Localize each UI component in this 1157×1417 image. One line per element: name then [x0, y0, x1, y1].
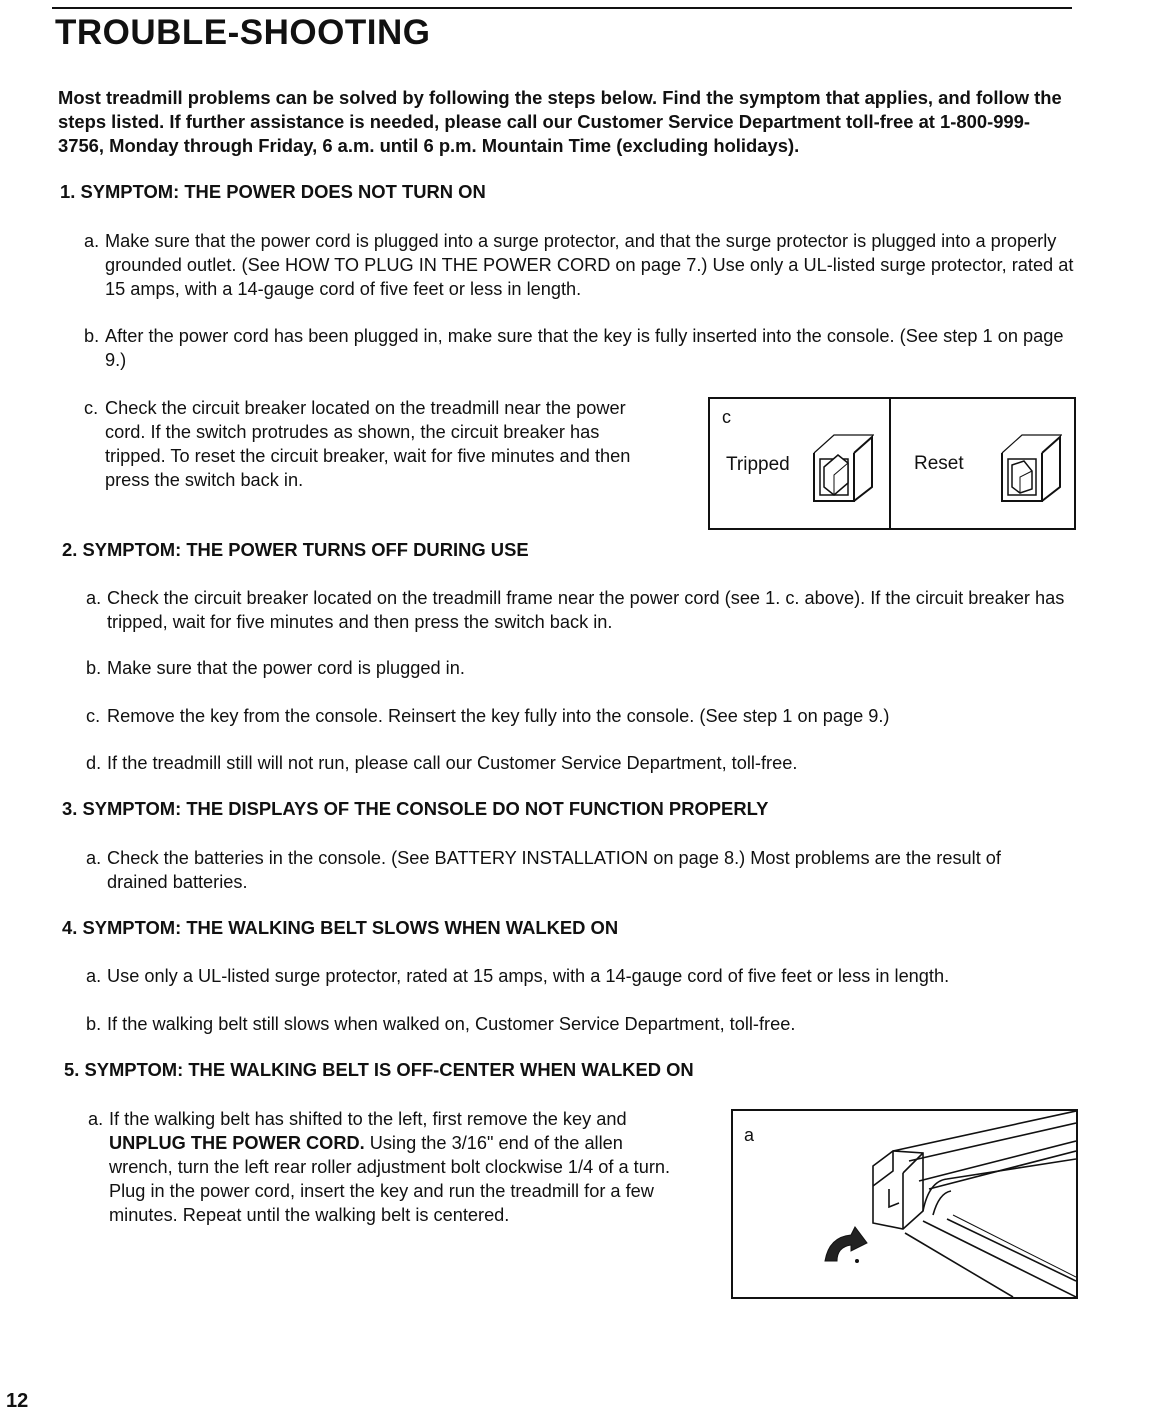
step-text: Use only a UL-listed surge protector, rated at 15 amps, with a 14-gauge cord of five feet or less in length.: [107, 966, 950, 986]
step-text: Remove the key from the console. Reinsert the key fully into the console. (See step 1 on page 9.): [107, 706, 890, 726]
symptom-5-step-a: [88, 1107, 688, 1227]
figure-letter: a: [744, 1125, 755, 1145]
breaker-switch-tripped-icon: [808, 411, 874, 509]
symptom-2-step-a: [86, 586, 1076, 634]
step-label: b.: [84, 326, 100, 346]
step-label: c.: [86, 706, 101, 726]
step-label: a.: [88, 1109, 104, 1129]
step-label: b.: [86, 1014, 102, 1034]
symptom-4-step-a: [86, 964, 1076, 988]
step-text-start: If the walking belt has shifted to the left, first remove the key and: [109, 1109, 627, 1129]
symptom-2-step-c: [86, 704, 1076, 728]
step-text: Make sure that the power cord is plugged into a surge protector, and that the surge protector is plugged into a properly grounded outlet. (See HOW TO PLUG IN THE POWER CORD on page 7.) Use only a UL-listed surge protector, rated at 15 amps, with a 14-gauge cord of five feet or less in length.: [105, 231, 1074, 299]
page-title: TROUBLE-SHOOTING: [55, 13, 431, 52]
symptom-4-step-b: [86, 1012, 1076, 1036]
step-text: Make sure that the power cord is plugged in.: [107, 658, 465, 678]
treadmill-rear-roller-icon: [733, 1111, 1076, 1297]
step-label: a.: [86, 848, 102, 868]
step-text: [88, 1107, 688, 1227]
symptom-2-step-b: [86, 656, 1076, 680]
step-text-end: Using the 3/16" end of the allen wrench, turn the left rear roller adjustment bolt clockwise 1/4 of a turn. Plug in the power cord, insert the key and run the treadmill for a few minutes. Repeat until the walking belt is centered.: [109, 1133, 671, 1225]
symptom-5-heading: 5. SYMPTOM: THE WALKING BELT IS OFF-CENTER WHEN WALKED ON: [64, 1059, 694, 1080]
figure-divider: [889, 399, 891, 528]
step-text: Check the batteries in the console. (See BATTERY INSTALLATION on page 8.) Most problems are the result of drained batteries.: [107, 848, 1001, 892]
reset-label: Reset: [914, 453, 964, 474]
figure-letter: c: [722, 407, 731, 427]
step-text: Check the circuit breaker located on the treadmill near the power cord. If the switch protrudes as shown, the circuit breaker has tripped. To reset the circuit breaker, wait for five minutes and then press the switch back in.: [105, 398, 631, 490]
page-number: 12: [6, 1390, 29, 1412]
step-text: After the power cord has been plugged in, make sure that the key is fully inserted into the console. (See step 1 on page 9.): [105, 326, 1064, 370]
step-label: b.: [86, 658, 102, 678]
step-label: a.: [86, 966, 102, 986]
symptom-4-heading: 4. SYMPTOM: THE WALKING BELT SLOWS WHEN WALKED ON: [62, 917, 619, 938]
step-text: If the walking belt still slows when walked on, Customer Service Department, toll-free.: [107, 1014, 796, 1034]
circuit-breaker-figure: [708, 397, 1076, 530]
symptom-1-heading: 1. SYMPTOM: THE POWER DOES NOT TURN ON: [60, 181, 486, 202]
symptom-1-step-b: [84, 324, 1079, 372]
top-rule: [52, 7, 1072, 9]
symptom-3-step-a: [86, 846, 1061, 894]
unplug-warning: UNPLUG THE POWER CORD.: [109, 1133, 365, 1153]
step-text: If the treadmill still will not run, please call our Customer Service Department, toll-free.: [107, 753, 798, 773]
symptom-1-step-c: [84, 396, 659, 492]
tripped-label: Tripped: [726, 454, 790, 475]
step-label: a.: [84, 231, 100, 251]
step-label: c.: [84, 398, 99, 418]
symptom-2-step-d: [86, 751, 1076, 775]
step-label: a.: [86, 588, 102, 608]
symptom-2-heading: 2. SYMPTOM: THE POWER TURNS OFF DURING USE: [62, 539, 529, 560]
intro-paragraph: Most treadmill problems can be solved by following the steps below. Find the symptom that applies, and follow the steps listed. If further assistance is needed, please call our Customer Service Department toll-free at 1-800-999-3756, Monday through Friday, 6 a.m. until 6 p.m. Mountain Time (excluding holidays).: [58, 87, 1062, 156]
breaker-switch-reset-icon: [996, 411, 1062, 509]
symptom-1-step-a: [84, 229, 1074, 301]
step-text: Check the circuit breaker located on the treadmill frame near the power cord (see 1. c. above). If the circuit breaker has tripped, wait for five minutes and then press the switch back in.: [107, 588, 1065, 632]
step-label: d.: [86, 753, 102, 773]
symptom-3-heading: 3. SYMPTOM: THE DISPLAYS OF THE CONSOLE DO NOT FUNCTION PROPERLY: [62, 798, 769, 819]
roller-adjustment-figure: [731, 1109, 1078, 1299]
